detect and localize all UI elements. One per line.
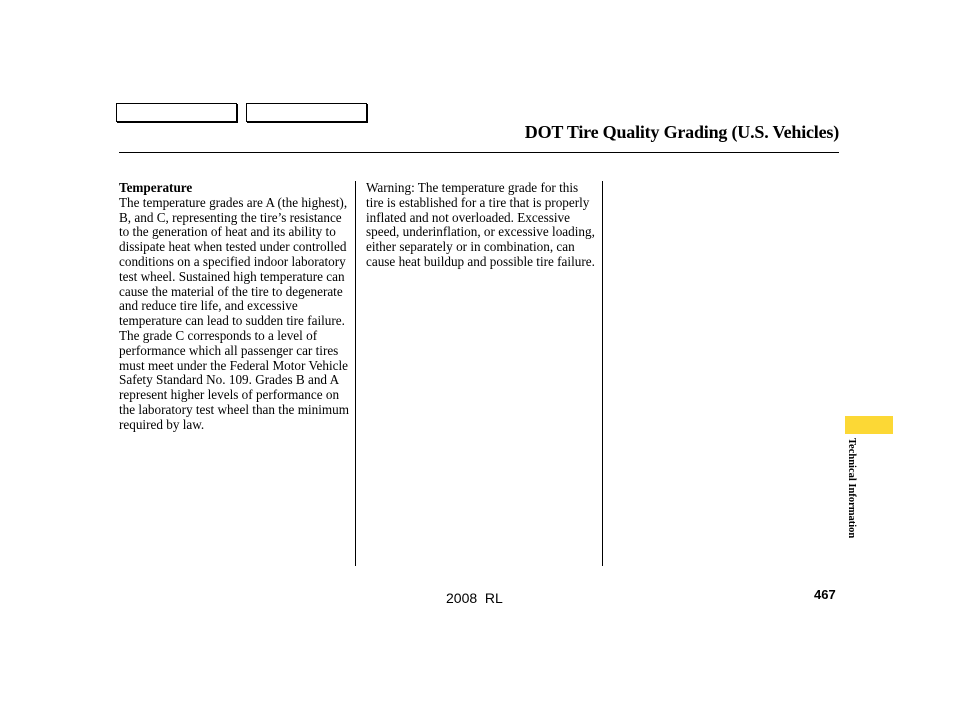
title-divider: [119, 152, 839, 153]
section-tab-marker[interactable]: [845, 416, 893, 434]
column-divider: [602, 181, 603, 566]
column-divider: [355, 181, 356, 566]
nav-button-previous[interactable]: [116, 103, 237, 122]
section-heading: Temperature: [119, 180, 193, 195]
section-side-label: Technical Information: [846, 438, 857, 539]
footer-model: 2008 RL: [446, 590, 503, 606]
text-column-1: [119, 181, 351, 433]
text-column-2: [366, 181, 598, 270]
column-2-body: Warning: The temperature grade for this tire is established for a tire that is properly inflated and not overloaded. Excessive speed, underinflation, or excessive loading, either separately or in combination, can cause heat buildup and possible tire failure.: [366, 180, 595, 269]
column-1-body: The temperature grades are A (the highest), B, and C, representing the tire’s resistance to the generation of heat and its ability to dissipate heat when tested under controlled conditions on a specified indoor laboratory test wheel. Sustained high temperature can cause the material of the tire to degenerate and reduce tire life, and excessive temperature can lead to sudden tire failure. The grade C corresponds to a level of performance which all passenger car tires must meet under the Federal Motor Vehicle Safety Standard No. 109. Grades B and A represent higher levels of performance on the laboratory test wheel than the minimum required by law.: [119, 194, 349, 432]
nav-button-next[interactable]: [246, 103, 367, 122]
page-number: 467: [814, 587, 836, 602]
page-title: DOT Tire Quality Grading (U.S. Vehicles): [524, 122, 839, 142]
